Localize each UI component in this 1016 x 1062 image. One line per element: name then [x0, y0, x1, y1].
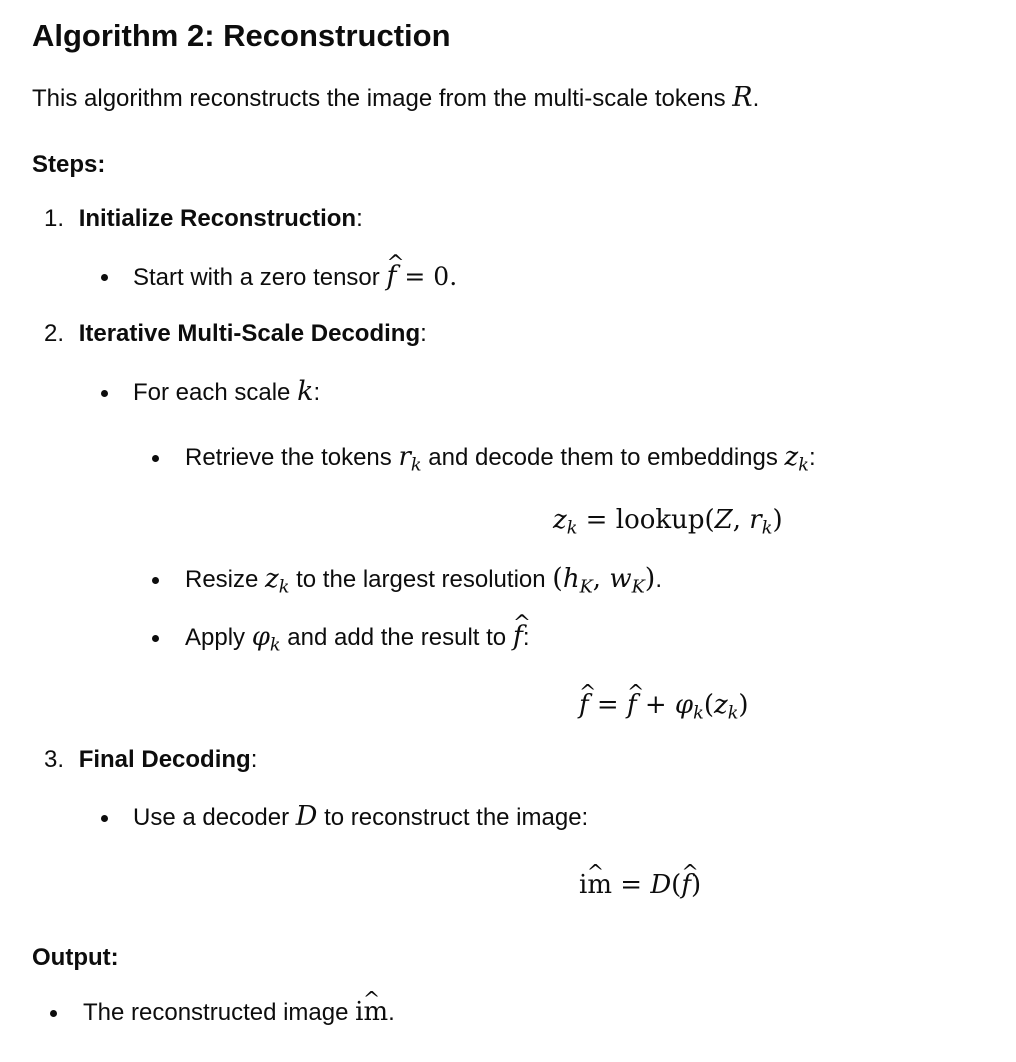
- phi-symbol: [251, 622, 281, 656]
- sub-bullet-retrieve: [185, 441, 816, 474]
- resolution-text: to the largest resolution: [289, 566, 553, 593]
- sub-bullet-apply: [185, 621, 529, 654]
- paren-close: ): [644, 563, 656, 594]
- output-end: .: [388, 999, 395, 1026]
- step-2-bullet-text: For each scale: [133, 379, 298, 406]
- intro-end: .: [752, 85, 760, 112]
- z-subscript: k: [727, 703, 739, 724]
- plus-sign: +: [636, 690, 675, 720]
- paren-close: ): [772, 505, 783, 535]
- bullet-dot: [152, 455, 159, 462]
- w-subscript: K: [631, 577, 645, 598]
- bullet-dot: [101, 815, 108, 822]
- add-result-text: and add the result to: [280, 624, 513, 651]
- step-3-number: 3.: [44, 746, 65, 773]
- h-subscript: K: [579, 577, 593, 598]
- steps-heading: Steps:: [32, 151, 106, 178]
- intro-paragraph: [32, 82, 759, 115]
- z-subscript: k: [278, 577, 290, 598]
- step-1-number: 1.: [44, 205, 65, 232]
- bullet-dot: [101, 390, 108, 397]
- step-3-label: Final Decoding: [78, 746, 251, 773]
- eq-lhs-sub: k: [566, 518, 578, 539]
- phi-subscript: k: [269, 635, 281, 656]
- apply-end: :: [522, 624, 530, 651]
- equation-update: [579, 688, 749, 722]
- step-2-bullet-end: :: [313, 379, 321, 406]
- eq-r: [749, 505, 773, 539]
- step-1-colon: :: [356, 205, 363, 232]
- f-hat-symbol: ^ f: [579, 688, 589, 722]
- paren-open: (: [671, 870, 682, 900]
- f-hat-symbol: ^ f: [681, 868, 691, 902]
- output-bullet: [83, 996, 395, 1029]
- step-1-label: Initialize Reconstruction: [78, 205, 357, 232]
- paren-close: ): [690, 870, 702, 900]
- bullet-dot: [152, 635, 159, 642]
- output-heading: Output:: [32, 944, 119, 971]
- equation-lookup: [553, 503, 783, 537]
- output-text: The reconstructed image: [83, 999, 356, 1026]
- step-3-bullet: [133, 801, 588, 834]
- reconstruct-text: to reconstruct the image:: [317, 804, 589, 831]
- z-symbol: [265, 564, 290, 598]
- im-hat-symbol: ^ im: [579, 868, 612, 902]
- equals-sign: =: [577, 505, 616, 535]
- step-1-bullet-text: Start with a zero tensor: [133, 264, 387, 291]
- step-2-bullet: [133, 376, 320, 409]
- eq-r-sub: k: [761, 518, 773, 539]
- codebook-Z: Z: [714, 505, 733, 535]
- z-var: z: [784, 442, 799, 472]
- step-1-bullet: [133, 261, 457, 294]
- intro-text: This algorithm reconstructs the image from the multi-scale tokens: [32, 85, 733, 112]
- bullet-dot: [101, 274, 108, 281]
- step-3: [44, 744, 257, 776]
- phi-subscript: k: [693, 703, 704, 724]
- apply-text: Apply: [185, 624, 252, 651]
- f-hat-symbol: ^ f: [513, 621, 523, 653]
- paren-open: (: [552, 563, 563, 594]
- equals-sign: =: [611, 870, 651, 900]
- comma: ,: [732, 505, 750, 535]
- comma: ,: [592, 564, 610, 594]
- resize-text: Resize: [185, 566, 266, 593]
- step-3-colon: :: [250, 746, 258, 773]
- im-hat-symbol: ^ im: [355, 996, 388, 1028]
- eq-z: [714, 690, 739, 724]
- paren-open: (: [703, 690, 714, 720]
- w-symbol: [609, 564, 645, 598]
- bullet-dot: [152, 577, 159, 584]
- step-1: [44, 203, 363, 235]
- phi-var: φ: [251, 622, 270, 652]
- resize-end: .: [655, 566, 662, 593]
- r-symbol: [398, 442, 422, 476]
- retrieve-end: :: [808, 444, 816, 471]
- eq-r-var: r: [749, 505, 762, 535]
- r-var: r: [398, 442, 411, 472]
- equals-sign: =: [588, 690, 627, 720]
- f-hat-symbol: ^ f: [386, 261, 396, 293]
- h-symbol: [562, 564, 593, 598]
- decoder-D: D: [295, 801, 318, 832]
- r-subscript: k: [410, 455, 422, 476]
- bullet-dot: [50, 1010, 57, 1017]
- step-1-bullet-rest: = 0.: [396, 262, 458, 291]
- step-2: [44, 318, 427, 350]
- phi-var: φ: [674, 690, 694, 720]
- decode-text: and decode them to embeddings: [421, 444, 785, 471]
- z-symbol: [784, 442, 809, 476]
- eq-lhs: [553, 505, 578, 539]
- retrieve-text: Retrieve the tokens: [185, 444, 399, 471]
- k-symbol: k: [297, 376, 314, 407]
- f-hat-symbol: ^ f: [627, 688, 637, 722]
- decoder-text: Use a decoder: [133, 804, 296, 831]
- eq-phi: [674, 690, 704, 724]
- z-var: z: [714, 690, 728, 720]
- z-var: z: [265, 564, 279, 594]
- step-2-colon: :: [420, 320, 427, 347]
- h-var: h: [562, 564, 580, 594]
- paren-open: (: [704, 505, 715, 535]
- w-var: w: [609, 564, 632, 594]
- paren-close: ): [738, 690, 749, 720]
- page-title: Algorithm 2: Reconstruction: [32, 18, 451, 53]
- lookup-function: lookup: [615, 505, 705, 535]
- z-subscript: k: [798, 455, 809, 476]
- step-2-number: 2.: [44, 320, 65, 347]
- eq-lhs-var: z: [553, 505, 567, 535]
- sub-bullet-resize: [185, 563, 662, 596]
- step-2-label: Iterative Multi-Scale Decoding: [78, 320, 421, 347]
- equation-decode: [579, 868, 701, 902]
- decoder-D: D: [650, 870, 672, 900]
- intro-math-r: R: [732, 82, 753, 113]
